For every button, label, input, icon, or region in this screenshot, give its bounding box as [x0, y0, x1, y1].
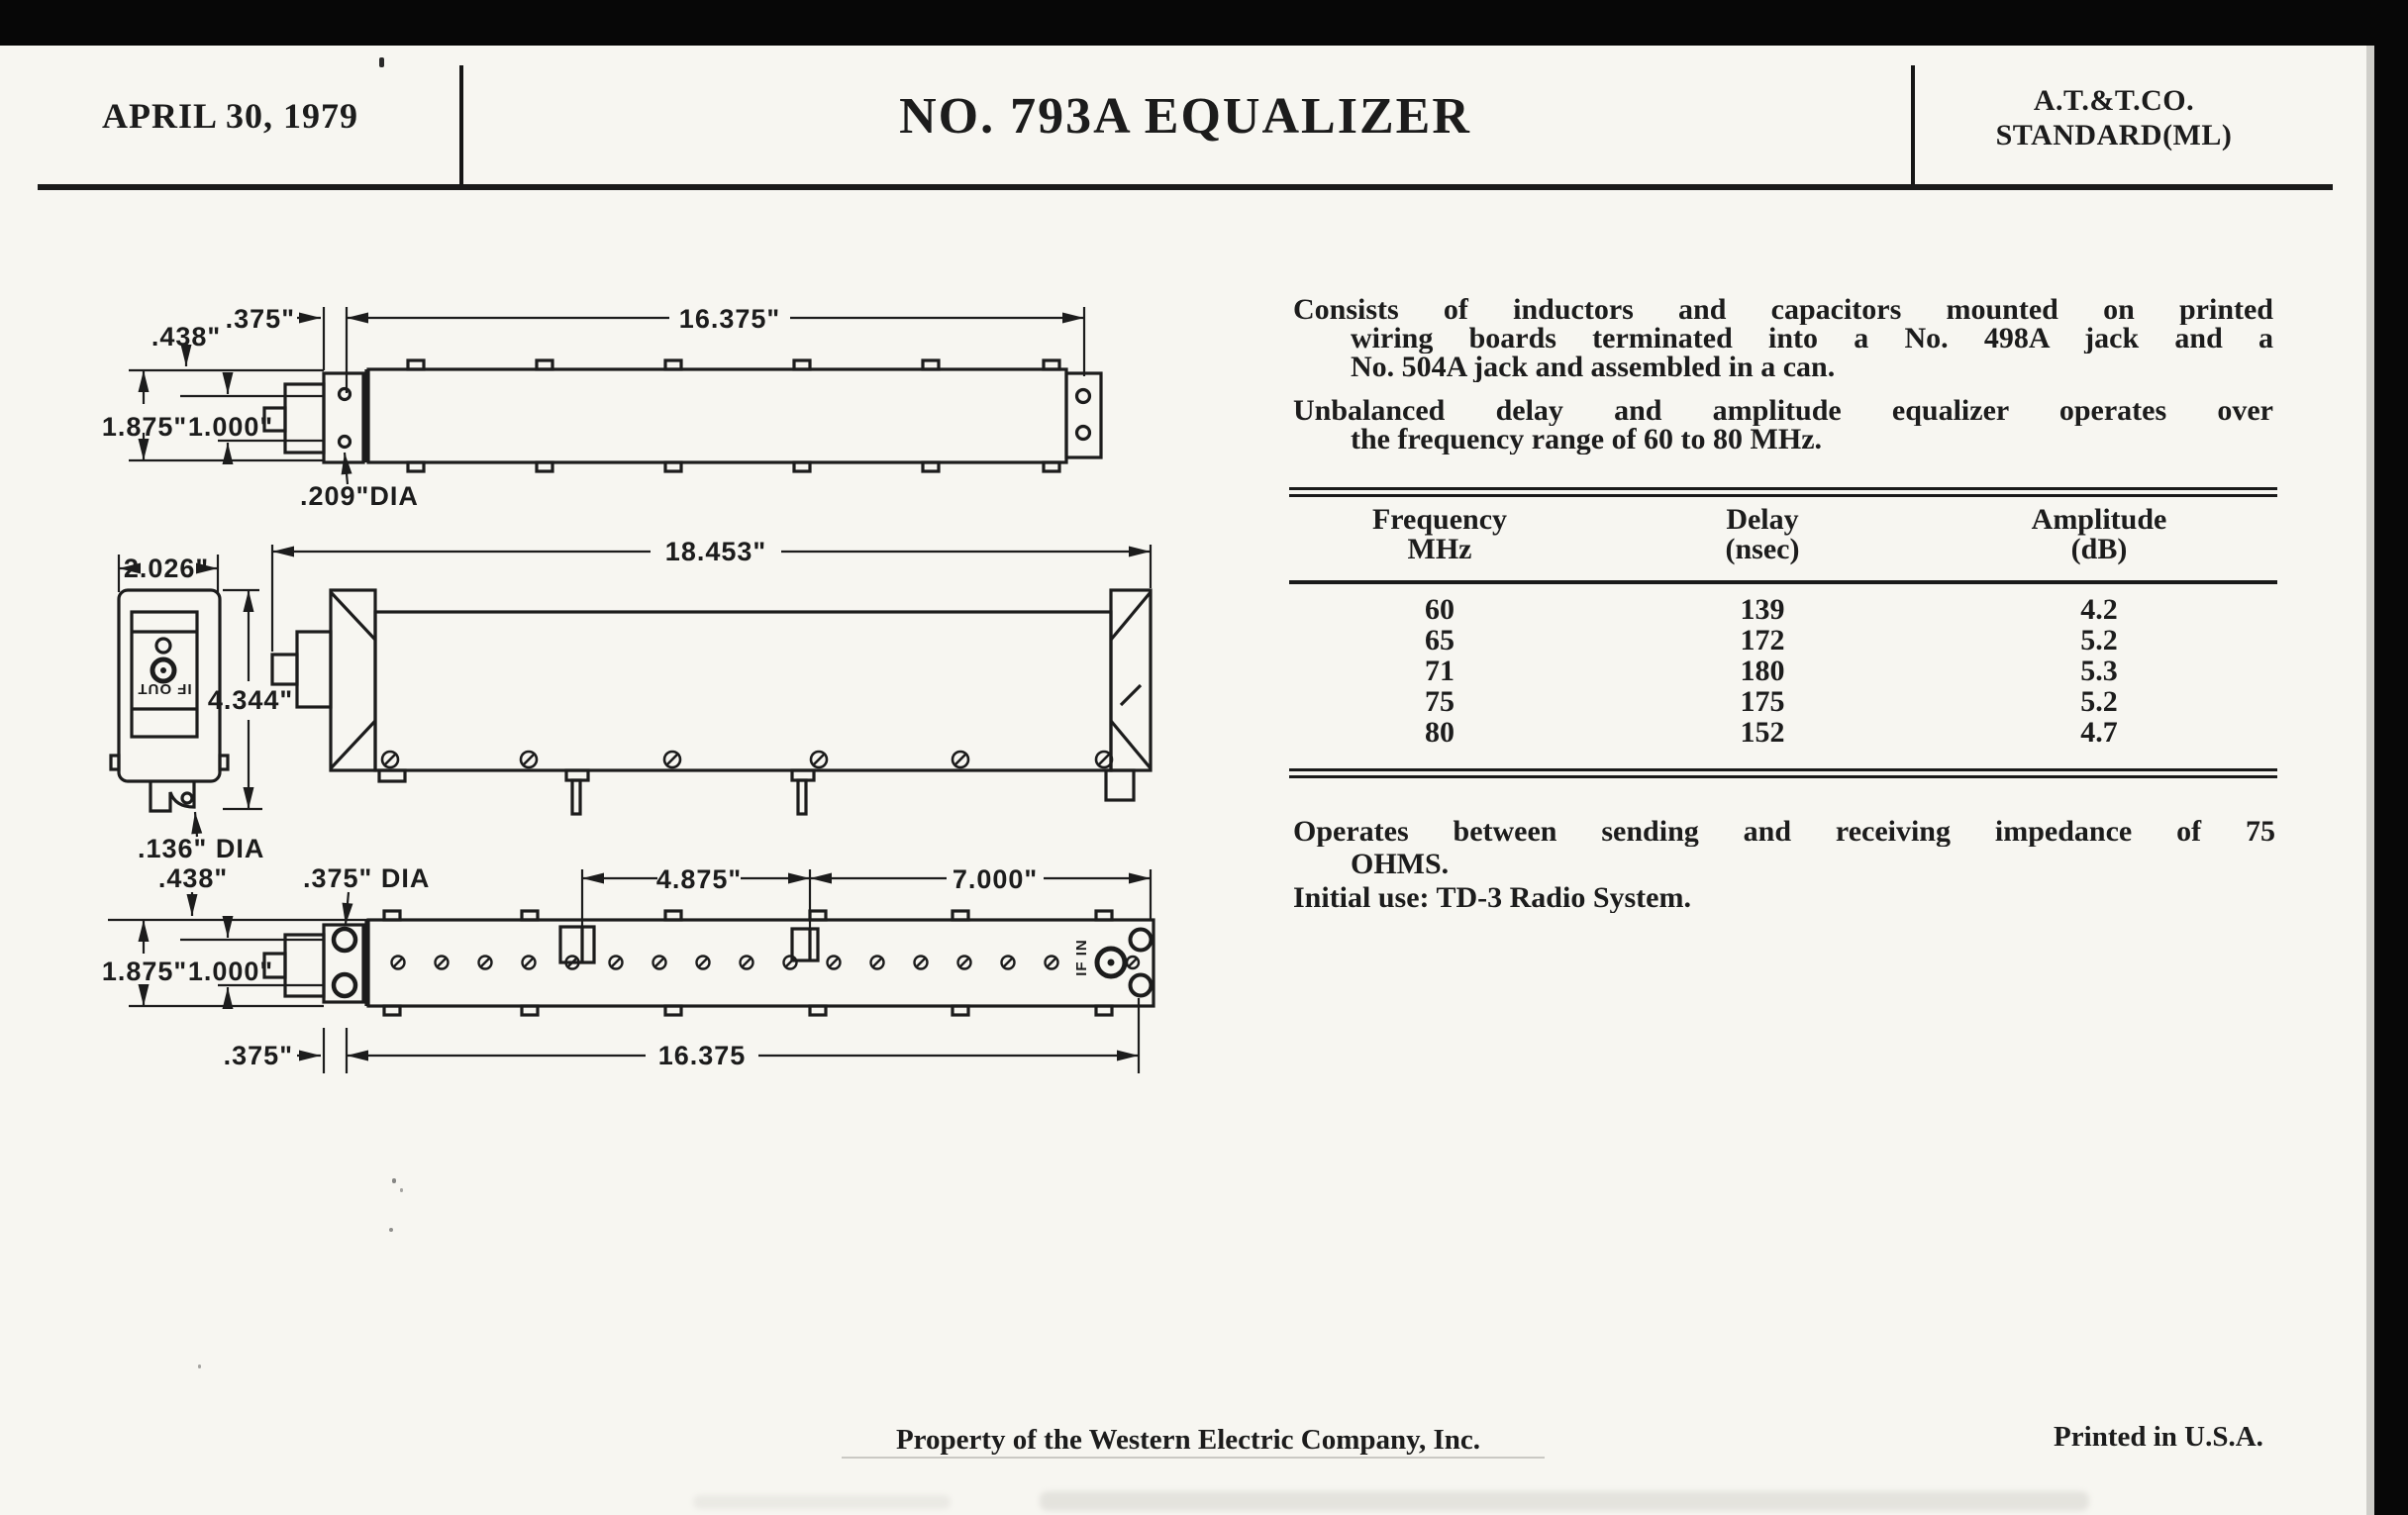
table-col-delay-values: [1663, 594, 1861, 748]
board-clip: [792, 929, 818, 960]
scan-faint-line: [842, 1457, 1545, 1459]
scan-speck: [400, 1188, 403, 1192]
table-cell: 180: [1740, 655, 1785, 687]
desc-line: Initial use: TD-3 Radio System.: [1293, 882, 1691, 913]
desc-line: Operates between sending and receiving impedance of 75: [1293, 816, 2275, 847]
desc-line: the frequency range of 60 to 80 MHz.: [1351, 424, 1823, 454]
table-cell: 5.2: [2080, 624, 2118, 656]
dim-label: 1.875": [101, 412, 188, 442]
desc-line: wiring boards terminated into a No. 498A jack and a: [1351, 323, 2273, 354]
jack-plate: [324, 925, 363, 1002]
header-divider-right: [1911, 65, 1915, 188]
dim-label: 18.453": [664, 537, 767, 566]
table-cell: 80: [1425, 716, 1455, 749]
table-col-amplitude-values: [2000, 594, 2198, 748]
table-col-frequency-values: [1341, 594, 1539, 748]
table-cell: 71: [1425, 655, 1455, 687]
foot-hole: [182, 793, 192, 803]
desc-line: Unbalanced delay and amplitude equalizer operates over: [1293, 395, 2273, 426]
table-cell: 4.2: [2080, 593, 2118, 626]
table-cell: 152: [1740, 716, 1785, 749]
org-line1: A.T.&T.CO.: [2033, 84, 2195, 117]
dim-label: .375": [225, 304, 295, 334]
mount-hole-375dia: [334, 974, 355, 996]
dim-label: 16.375: [657, 1041, 747, 1070]
can-body: [375, 612, 1111, 770]
panel-hole: [156, 639, 170, 653]
mounting-foot: [150, 781, 194, 811]
jack-hole: [340, 389, 351, 400]
mount-hole: [1131, 975, 1152, 996]
dim-label: 16.375": [678, 304, 781, 334]
dim-label: 1.000": [187, 412, 274, 442]
equalizer-engineering-drawings: [0, 277, 1228, 1089]
table-cell: 5.3: [2080, 655, 2118, 687]
col-header-delay: Delay (nsec): [1725, 503, 1800, 565]
org-line2: STANDARD(ML): [1995, 119, 2233, 152]
dim-label: 4.344": [207, 685, 294, 715]
plug-block: [285, 935, 324, 996]
can-body: [368, 369, 1066, 462]
plug-collar: [297, 632, 331, 707]
jack-hole: [340, 437, 351, 448]
org-block: [1956, 83, 2272, 152]
middle-view-labels: [124, 537, 766, 863]
dim-label: .438": [157, 863, 229, 893]
doc-date: APRIL 30, 1979: [102, 96, 359, 136]
desc-line: No. 504A jack and assembled in a can.: [1351, 352, 1836, 382]
frequency-delay-amplitude-table: [1289, 483, 2277, 790]
footer-property-note: Property of the Western Electric Company, Inc.: [895, 1424, 1481, 1456]
scan-right-band: [2374, 46, 2408, 1515]
desc-line: OHMS.: [1351, 849, 1450, 879]
table-rule-top-2: [1289, 494, 2277, 497]
mount-hole: [1077, 390, 1090, 403]
dim-label: 1.000": [187, 957, 274, 986]
if-in-label: IF IN: [1073, 939, 1090, 976]
col-header-frequency: Frequency MHz: [1371, 503, 1508, 565]
can-tabs: [384, 911, 1112, 1015]
table-cell: 60: [1425, 593, 1455, 626]
top-view-outline: [264, 360, 1101, 471]
scan-speck: [198, 1364, 201, 1368]
plug-tip: [272, 655, 297, 684]
table-cell: 139: [1740, 593, 1785, 626]
dim-label: .375": [223, 1041, 293, 1070]
table-rule-top-1: [1289, 487, 2277, 490]
scan-top-band: [0, 0, 2408, 46]
header-rule: [38, 184, 2333, 190]
scan-speck: [379, 57, 384, 67]
bottom-view-labels: [102, 863, 1090, 1070]
middle-view-screws: [382, 752, 1112, 767]
mount-hole: [1131, 930, 1152, 951]
dim-label: .375" DIA: [303, 863, 431, 893]
table-cell: 65: [1425, 624, 1455, 656]
table-cell: 5.2: [2080, 685, 2118, 718]
page-title: NO. 793A EQUALIZER: [899, 88, 1471, 145]
table-cell: 75: [1425, 685, 1455, 718]
dim-label: 7.000": [952, 864, 1039, 894]
table-rule-mid: [1289, 580, 2277, 584]
dim-label: .209"DIA: [300, 481, 419, 511]
mount-hole-375dia: [334, 929, 355, 951]
dim-label: 2.026": [123, 554, 210, 583]
table-cell: 175: [1740, 685, 1785, 718]
desc-line: Consists of inductors and capacitors mounted on printed: [1293, 294, 2273, 325]
plug-block: [285, 384, 324, 453]
can-tabs: [408, 360, 1059, 471]
scan-speck: [392, 1178, 396, 1183]
dim-label: 4.875": [655, 864, 743, 894]
scan-speck: [389, 1228, 393, 1232]
end-plate: [1066, 373, 1101, 457]
table-cell: 4.7: [2080, 716, 2118, 749]
dim-label: .136" DIA: [138, 834, 265, 863]
table-cell: 172: [1740, 624, 1785, 656]
scan-smudge: [1040, 1491, 2089, 1511]
if-out-label: IF OUT: [137, 680, 192, 697]
header-divider-left: [459, 65, 463, 188]
mount-hole: [1077, 427, 1090, 440]
dim-label: 1.875": [101, 957, 188, 986]
col-header-amplitude: Amplitude (dB): [2031, 503, 2167, 565]
jack-plate: [324, 373, 363, 462]
scan-smudge: [693, 1495, 951, 1509]
table-rule-bottom-2: [1289, 775, 2277, 778]
dim-label: .438": [150, 322, 222, 352]
footer-printed-note: Printed in U.S.A.: [2054, 1421, 2263, 1453]
top-view-labels: [102, 304, 780, 511]
table-rule-bottom-1: [1289, 768, 2277, 771]
scan-right-edge-shadow: [2366, 46, 2374, 1515]
bottom-view-screw-row: [392, 957, 1140, 969]
